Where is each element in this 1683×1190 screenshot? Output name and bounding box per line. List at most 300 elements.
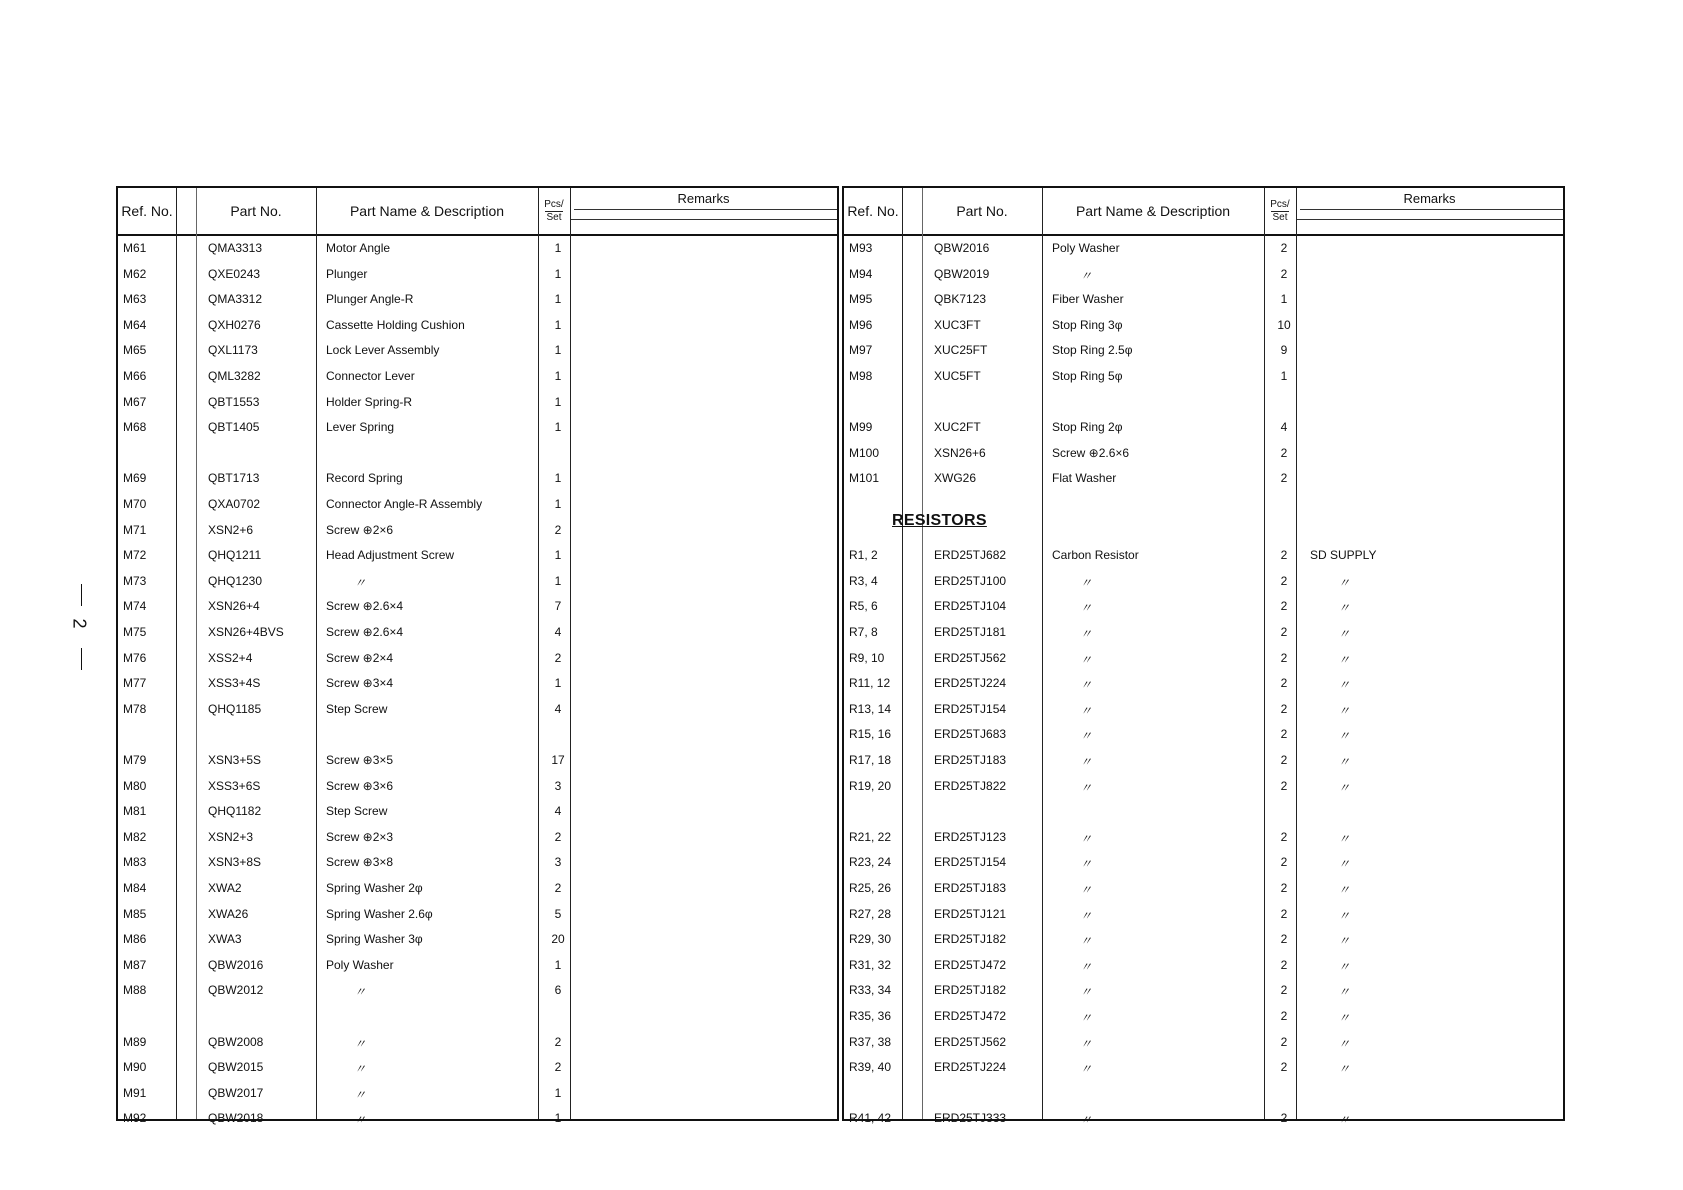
cell-ref-no: M100 bbox=[849, 445, 880, 460]
table-row bbox=[118, 801, 837, 823]
cell-part-no: ERD25TJ472 bbox=[934, 1009, 1007, 1023]
header-part-name: Part Name & Description bbox=[349, 203, 505, 219]
cell-qty: 1 bbox=[554, 676, 562, 691]
header-remarks-label: Remarks bbox=[677, 191, 730, 206]
table-row bbox=[844, 340, 1563, 362]
cell-part-name: 〃 bbox=[354, 1036, 367, 1051]
cell-ref-no: M101 bbox=[849, 471, 880, 486]
cell-part-no: XUC3FT bbox=[934, 317, 981, 332]
cell-part-name: Stop Ring 2φ bbox=[1052, 420, 1123, 435]
cell-ref-no: R11, 12 bbox=[849, 676, 891, 691]
cell-qty: 4 bbox=[1280, 420, 1288, 435]
table-row bbox=[844, 1108, 1563, 1130]
cell-ref-no: M95 bbox=[849, 292, 873, 307]
cell-part-no: QHQ1182 bbox=[208, 804, 262, 819]
cell-qty: 2 bbox=[554, 1060, 562, 1075]
cell-part-no: QHQ1185 bbox=[208, 701, 262, 716]
cell-qty: 9 bbox=[1280, 343, 1288, 358]
table-row bbox=[118, 955, 837, 977]
cell-ref-no: M72 bbox=[123, 548, 147, 563]
cell-part-name: Plunger bbox=[326, 266, 368, 281]
cell-part-no: ERD25TJ104 bbox=[934, 599, 1007, 614]
cell-part-name: Screw ⊕3×8 bbox=[326, 855, 394, 870]
cell-part-name: Screw ⊕3×6 bbox=[326, 778, 394, 793]
cell-part-no: QMA3312 bbox=[208, 292, 263, 307]
cell-part-no: XWG26 bbox=[934, 471, 977, 486]
cell-ref-no: M85 bbox=[123, 906, 147, 921]
cell-remarks: 〃 bbox=[1338, 575, 1351, 590]
cell-part-name: 〃 bbox=[1080, 729, 1093, 744]
table-row bbox=[844, 1006, 1563, 1028]
cell-part-name: Motor Angle bbox=[326, 241, 391, 255]
cell-qty: 2 bbox=[1280, 676, 1288, 691]
cell-ref-no: R29, 30 bbox=[849, 932, 892, 947]
cell-qty: 2 bbox=[554, 522, 562, 537]
table-row bbox=[844, 571, 1563, 593]
cell-part-no: QBK7123 bbox=[934, 292, 987, 307]
cell-part-name: 〃 bbox=[354, 1087, 367, 1102]
cell-part-name: Head Adjustment Screw bbox=[326, 548, 455, 563]
cell-part-name: Connector Lever bbox=[326, 369, 415, 383]
parts-table-right bbox=[842, 186, 1565, 1128]
cell-qty: 2 bbox=[1280, 1060, 1288, 1075]
cell-ref-no: M75 bbox=[123, 625, 147, 639]
cell-remarks: 〃 bbox=[1338, 934, 1351, 949]
cell-qty: 2 bbox=[554, 881, 562, 895]
table-row bbox=[844, 929, 1563, 951]
cell-part-no: QXL1173 bbox=[208, 343, 258, 358]
header-pcs-set bbox=[1264, 188, 1296, 234]
cell-part-name: Screw ⊕2.6×6 bbox=[1052, 445, 1130, 460]
cell-part-name: Screw ⊕2×6 bbox=[326, 522, 394, 537]
cell-part-no: XWA26 bbox=[208, 906, 249, 921]
cell-ref-no: M62 bbox=[123, 266, 147, 281]
cell-ref-no: M79 bbox=[123, 753, 147, 767]
cell-part-no: ERD25TJ682 bbox=[934, 548, 1007, 563]
cell-ref-no: M99 bbox=[849, 420, 873, 435]
cell-ref-no: M71 bbox=[123, 522, 147, 537]
table-row bbox=[118, 596, 837, 618]
cell-part-no: QBT1713 bbox=[208, 471, 260, 486]
cell-part-name: Spring Washer 2.6φ bbox=[326, 906, 433, 921]
cell-part-name: 〃 bbox=[354, 1062, 367, 1077]
cell-remarks: 〃 bbox=[1338, 755, 1351, 769]
cell-ref-no: M91 bbox=[123, 1085, 147, 1100]
cell-remarks: 〃 bbox=[1338, 1062, 1351, 1077]
cell-part-name: 〃 bbox=[354, 1113, 367, 1128]
cell-part-no: XUC5FT bbox=[934, 369, 981, 383]
cell-qty: 1 bbox=[554, 420, 562, 435]
cell-part-no: XSN3+5S bbox=[208, 753, 262, 767]
table-row bbox=[118, 392, 837, 414]
cell-ref-no: R41, 42 bbox=[849, 1111, 892, 1126]
cell-ref-no: M86 bbox=[123, 932, 147, 947]
cell-part-no: QHQ1211 bbox=[208, 548, 262, 563]
header-remarks-label: Remarks bbox=[1403, 191, 1456, 206]
table-row bbox=[118, 289, 837, 311]
cell-part-name: 〃 bbox=[1080, 678, 1093, 693]
cell-part-name: Step Screw bbox=[326, 804, 388, 819]
cell-part-no: QBW2017 bbox=[208, 1085, 264, 1100]
cell-qty: 1 bbox=[1280, 292, 1288, 307]
table-row bbox=[844, 366, 1563, 388]
cell-ref-no: R13, 14 bbox=[849, 701, 892, 716]
table-row bbox=[844, 622, 1563, 644]
table-row bbox=[118, 673, 837, 695]
cell-remarks: 〃 bbox=[1338, 729, 1351, 744]
cell-qty: 5 bbox=[554, 906, 562, 921]
cell-qty: 2 bbox=[1280, 573, 1288, 588]
cell-part-no: ERD25TJ154 bbox=[934, 855, 1007, 870]
cell-ref-no: M93 bbox=[849, 241, 873, 255]
cell-qty: 3 bbox=[554, 855, 562, 870]
cell-ref-no: M74 bbox=[123, 599, 147, 614]
cell-part-no: QBW2008 bbox=[208, 1034, 264, 1049]
cell-part-name: Screw ⊕3×4 bbox=[326, 676, 394, 691]
cell-part-name: Carbon Resistor bbox=[1052, 548, 1139, 563]
margin-bar-top bbox=[81, 584, 82, 606]
cell-qty: 2 bbox=[1280, 753, 1288, 767]
cell-part-no: ERD25TJ562 bbox=[934, 1034, 1007, 1049]
table-row bbox=[118, 238, 837, 260]
table-row bbox=[118, 724, 837, 746]
cell-qty: 6 bbox=[554, 983, 562, 998]
cell-remarks: 〃 bbox=[1338, 1113, 1351, 1128]
cell-ref-no: R27, 28 bbox=[849, 906, 892, 921]
cell-part-no: ERD25TJ183 bbox=[934, 753, 1007, 767]
cell-part-no: XSN26+6 bbox=[934, 445, 986, 460]
cell-ref-no: R21, 22 bbox=[849, 829, 892, 844]
table-row bbox=[844, 1057, 1563, 1079]
cell-part-no: XWA3 bbox=[208, 932, 242, 947]
cell-ref-no: M81 bbox=[123, 804, 147, 819]
cell-ref-no: R15, 16 bbox=[849, 727, 892, 742]
table-row bbox=[844, 852, 1563, 874]
cell-ref-no: R5, 6 bbox=[849, 599, 878, 614]
cell-qty: 4 bbox=[554, 804, 562, 819]
cell-ref-no: M97 bbox=[849, 343, 873, 358]
table-row bbox=[118, 699, 837, 721]
cell-part-name: 〃 bbox=[1080, 883, 1093, 897]
cell-part-no: XSN2+6 bbox=[208, 522, 254, 537]
cell-qty: 2 bbox=[1280, 701, 1288, 716]
cell-remarks: 〃 bbox=[1338, 959, 1351, 974]
table-row bbox=[844, 545, 1563, 567]
cell-part-name: 〃 bbox=[354, 575, 367, 590]
parts-table-left bbox=[116, 186, 839, 1128]
cell-ref-no: R7, 8 bbox=[849, 625, 878, 639]
cell-part-no: ERD25TJ562 bbox=[934, 650, 1007, 665]
cell-ref-no: M98 bbox=[849, 369, 873, 383]
cell-part-no: XSN2+3 bbox=[208, 829, 254, 844]
cell-part-no: QBW2019 bbox=[934, 266, 990, 281]
cell-part-no: ERD25TJ224 bbox=[934, 1060, 1007, 1075]
cell-part-name: 〃 bbox=[1080, 703, 1093, 718]
cell-ref-no: M68 bbox=[123, 420, 147, 435]
cell-part-no: XWA2 bbox=[208, 881, 242, 895]
cell-part-name: Screw ⊕2×4 bbox=[326, 650, 394, 665]
cell-ref-no: M65 bbox=[123, 343, 147, 358]
table-row bbox=[118, 520, 837, 542]
table-row bbox=[118, 417, 837, 439]
cell-ref-no: M78 bbox=[123, 701, 147, 716]
cell-qty: 17 bbox=[551, 753, 565, 767]
cell-ref-no: R1, 2 bbox=[849, 548, 878, 563]
cell-part-name: 〃 bbox=[1080, 575, 1093, 590]
cell-ref-no: R17, 18 bbox=[849, 753, 892, 767]
cell-qty: 1 bbox=[554, 369, 562, 383]
cell-remarks: 〃 bbox=[1338, 703, 1351, 718]
cell-part-no: ERD25TJ154 bbox=[934, 701, 1007, 716]
cell-qty: 2 bbox=[1280, 445, 1288, 460]
table-row bbox=[844, 468, 1563, 490]
table-row bbox=[844, 955, 1563, 977]
cell-ref-no: R33, 34 bbox=[849, 983, 892, 998]
cell-ref-no: M61 bbox=[123, 241, 147, 255]
cell-part-no: QBW2012 bbox=[208, 983, 264, 998]
cell-qty: 2 bbox=[1280, 241, 1288, 255]
cell-ref-no: M94 bbox=[849, 266, 873, 281]
header-set: Set bbox=[546, 211, 562, 223]
cell-qty: 2 bbox=[554, 1034, 562, 1049]
page-number: 2 bbox=[69, 618, 90, 629]
cell-ref-no: M69 bbox=[123, 471, 147, 486]
cell-qty: 1 bbox=[554, 1085, 562, 1100]
cell-qty: 2 bbox=[1280, 266, 1288, 281]
cell-ref-no: R37, 38 bbox=[849, 1034, 892, 1049]
table-header bbox=[844, 188, 1563, 236]
header-remarks-rule bbox=[1296, 219, 1563, 220]
table-row bbox=[844, 980, 1563, 1002]
header-remarks-rule bbox=[570, 219, 837, 220]
cell-remarks: 〃 bbox=[1338, 1011, 1351, 1025]
cell-qty: 2 bbox=[1280, 932, 1288, 947]
cell-part-name: 〃 bbox=[1080, 755, 1093, 769]
table-row bbox=[118, 904, 837, 926]
cell-qty: 1 bbox=[1280, 369, 1288, 383]
cell-qty: 2 bbox=[1280, 625, 1288, 639]
cell-ref-no: R23, 24 bbox=[849, 855, 892, 870]
table-row bbox=[118, 366, 837, 388]
cell-part-no: XUC2FT bbox=[934, 420, 981, 435]
cell-part-no: ERD25TJ181 bbox=[934, 625, 1007, 639]
table-row bbox=[844, 264, 1563, 286]
cell-remarks: 〃 bbox=[1338, 831, 1351, 846]
table-row bbox=[118, 929, 837, 951]
cell-part-no: ERD25TJ224 bbox=[934, 676, 1007, 691]
cell-qty: 10 bbox=[1277, 317, 1291, 332]
table-row bbox=[118, 1006, 837, 1028]
cell-remarks: 〃 bbox=[1338, 780, 1351, 795]
cell-part-name: 〃 bbox=[1080, 1011, 1093, 1025]
cell-ref-no: M83 bbox=[123, 855, 147, 870]
margin-bar-bottom bbox=[81, 648, 82, 670]
table-row bbox=[118, 1083, 837, 1105]
section-heading-resistors: RESISTORS bbox=[892, 512, 987, 529]
cell-part-name: Stop Ring 3φ bbox=[1052, 317, 1123, 332]
cell-ref-no: R25, 26 bbox=[849, 881, 892, 895]
header-remarks bbox=[570, 188, 837, 234]
table-row bbox=[118, 750, 837, 772]
header-remarks-rule bbox=[574, 209, 837, 210]
cell-part-name: Record Spring bbox=[326, 471, 403, 486]
table-row bbox=[118, 648, 837, 670]
cell-part-no: QBW2016 bbox=[934, 241, 990, 255]
cell-ref-no: M70 bbox=[123, 497, 147, 511]
table-row bbox=[844, 750, 1563, 772]
table-row bbox=[118, 852, 837, 874]
header-ref-no: Ref. No. bbox=[847, 203, 899, 219]
table-row bbox=[118, 443, 837, 465]
cell-part-name: Cassette Holding Cushion bbox=[326, 317, 465, 332]
cell-part-name: Step Screw bbox=[326, 701, 388, 716]
cell-part-no: ERD25TJ182 bbox=[934, 932, 1007, 947]
cell-part-name: 〃 bbox=[1080, 627, 1093, 641]
cell-ref-no: M89 bbox=[123, 1034, 147, 1049]
cell-ref-no: M77 bbox=[123, 676, 147, 691]
cell-part-no: QBW2016 bbox=[208, 957, 264, 972]
cell-ref-no: M88 bbox=[123, 983, 147, 998]
cell-ref-no: M76 bbox=[123, 650, 147, 665]
cell-qty: 2 bbox=[554, 829, 562, 844]
cell-ref-no: M64 bbox=[123, 317, 147, 332]
cell-part-no: QBW2018 bbox=[208, 1111, 264, 1126]
header-part-no: Part No. bbox=[230, 203, 282, 219]
header-pcs: Pcs/ bbox=[1270, 198, 1290, 210]
cell-part-name: Screw ⊕2.6×4 bbox=[326, 625, 404, 639]
cell-ref-no: M84 bbox=[123, 881, 147, 895]
cell-qty: 2 bbox=[1280, 471, 1288, 486]
cell-part-name: 〃 bbox=[1080, 652, 1093, 667]
table-row bbox=[844, 904, 1563, 926]
table-row bbox=[844, 417, 1563, 439]
cell-qty: 1 bbox=[554, 343, 562, 358]
cell-part-no: QBT1405 bbox=[208, 420, 260, 435]
cell-qty: 2 bbox=[1280, 881, 1288, 895]
table-row bbox=[118, 776, 837, 798]
table-row bbox=[118, 1057, 837, 1079]
cell-remarks: 〃 bbox=[1338, 601, 1351, 616]
cell-qty: 1 bbox=[554, 241, 562, 255]
cell-qty: 3 bbox=[554, 778, 562, 793]
cell-ref-no: R3, 4 bbox=[849, 573, 878, 588]
cell-part-name: 〃 bbox=[1080, 857, 1093, 872]
table-row bbox=[844, 878, 1563, 900]
header-remarks bbox=[1296, 188, 1563, 234]
cell-qty: 7 bbox=[554, 599, 562, 614]
cell-part-no: ERD25TJ123 bbox=[934, 829, 1007, 844]
cell-remarks: 〃 bbox=[1338, 678, 1351, 693]
cell-remarks: 〃 bbox=[1338, 857, 1351, 872]
table-row bbox=[844, 699, 1563, 721]
cell-qty: 4 bbox=[554, 625, 562, 639]
cell-qty: 1 bbox=[554, 292, 562, 307]
cell-part-no: QXH0276 bbox=[208, 317, 261, 332]
cell-part-no: ERD25TJ183 bbox=[934, 881, 1007, 895]
cell-qty: 2 bbox=[1280, 650, 1288, 665]
cell-qty: 1 bbox=[554, 317, 562, 332]
cell-part-name: 〃 bbox=[1080, 959, 1093, 974]
table-row bbox=[844, 1083, 1563, 1105]
cell-remarks: 〃 bbox=[1338, 985, 1351, 1000]
table-row bbox=[844, 1032, 1563, 1054]
cell-ref-no: M80 bbox=[123, 778, 147, 793]
table-row bbox=[118, 622, 837, 644]
cell-part-no: QHQ1230 bbox=[208, 573, 263, 588]
cell-remarks: 〃 bbox=[1338, 1036, 1351, 1051]
cell-part-name: Screw ⊕2.6×4 bbox=[326, 599, 404, 614]
cell-remarks: 〃 bbox=[1338, 627, 1351, 641]
cell-ref-no: M67 bbox=[123, 394, 147, 409]
table-row bbox=[844, 289, 1563, 311]
cell-part-name: Stop Ring 2.5φ bbox=[1052, 343, 1133, 358]
table-row bbox=[118, 494, 837, 516]
cell-qty: 1 bbox=[554, 394, 562, 409]
table-row bbox=[118, 1108, 837, 1130]
table-row bbox=[118, 827, 837, 849]
cell-part-name: Holder Spring-R bbox=[326, 394, 413, 409]
table-row bbox=[118, 468, 837, 490]
cell-part-name: Poly Washer bbox=[326, 957, 394, 972]
cell-ref-no: M66 bbox=[123, 369, 147, 383]
cell-qty: 4 bbox=[554, 701, 562, 716]
cell-part-name: 〃 bbox=[1080, 268, 1093, 283]
cell-qty: 2 bbox=[1280, 1111, 1288, 1126]
table-row bbox=[844, 724, 1563, 746]
cell-qty: 1 bbox=[554, 1111, 562, 1126]
cell-part-name: 〃 bbox=[1080, 601, 1093, 616]
table-row bbox=[118, 878, 837, 900]
cell-part-no: ERD25TJ683 bbox=[934, 727, 1007, 742]
cell-part-no: XSN26+4BVS bbox=[208, 625, 284, 639]
cell-part-no: QBW2015 bbox=[208, 1060, 264, 1075]
cell-part-name: Spring Washer 2φ bbox=[326, 881, 423, 895]
cell-ref-no: R9, 10 bbox=[849, 650, 885, 665]
cell-ref-no: M82 bbox=[123, 829, 147, 844]
cell-part-name: Screw ⊕3×5 bbox=[326, 753, 394, 767]
cell-qty: 2 bbox=[1280, 957, 1288, 972]
cell-part-name: 〃 bbox=[1080, 934, 1093, 949]
table-row bbox=[118, 980, 837, 1002]
cell-qty: 2 bbox=[1280, 1034, 1288, 1049]
cell-part-no: ERD25TJ333 bbox=[934, 1111, 1007, 1126]
cell-qty: 1 bbox=[554, 573, 562, 588]
cell-part-name: Plunger Angle-R bbox=[326, 292, 414, 307]
table-row bbox=[844, 801, 1563, 823]
table-row bbox=[844, 648, 1563, 670]
cell-part-no: QMA3313 bbox=[208, 241, 263, 255]
table-row bbox=[844, 315, 1563, 337]
cell-ref-no: M90 bbox=[123, 1060, 147, 1075]
cell-part-no: QBT1553 bbox=[208, 394, 260, 409]
cell-part-name: Spring Washer 3φ bbox=[326, 932, 423, 947]
cell-qty: 2 bbox=[1280, 983, 1288, 998]
cell-ref-no: M63 bbox=[123, 292, 147, 307]
cell-qty: 2 bbox=[1280, 548, 1288, 563]
table-row bbox=[844, 392, 1563, 414]
cell-part-no: ERD25TJ182 bbox=[934, 983, 1007, 998]
table-row bbox=[844, 238, 1563, 260]
cell-part-no: XSS3+4S bbox=[208, 676, 261, 691]
table-row bbox=[844, 673, 1563, 695]
cell-part-name: 〃 bbox=[1080, 1036, 1093, 1051]
cell-ref-no: M87 bbox=[123, 957, 147, 972]
header-part-name: Part Name & Description bbox=[1075, 203, 1231, 219]
header-part-no: Part No. bbox=[956, 203, 1008, 219]
cell-remarks: 〃 bbox=[1338, 652, 1351, 667]
table-row bbox=[118, 315, 837, 337]
cell-part-name: 〃 bbox=[354, 985, 367, 1000]
